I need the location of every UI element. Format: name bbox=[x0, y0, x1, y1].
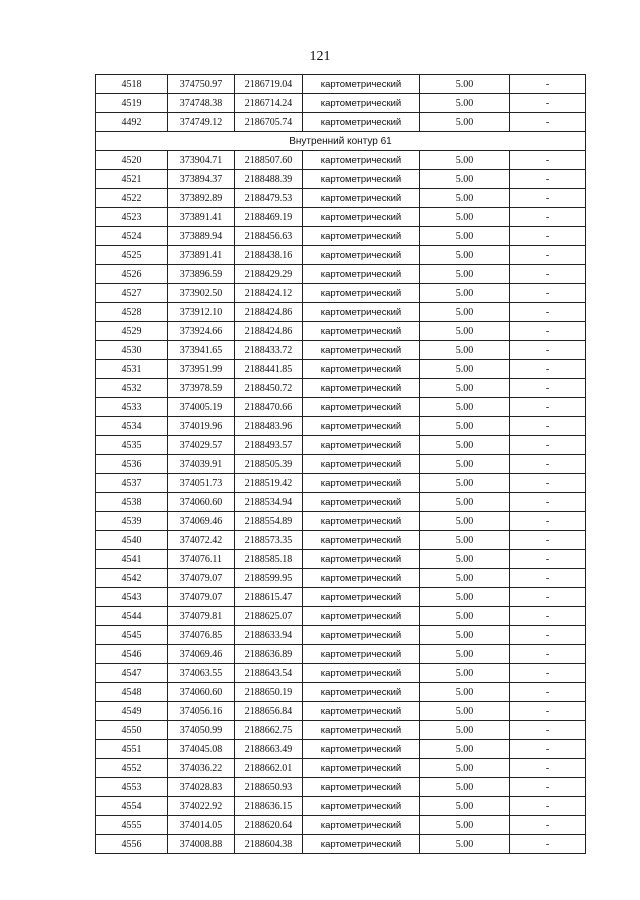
y-coordinate-cell: 2188625.07 bbox=[235, 607, 303, 626]
table-row bbox=[96, 94, 586, 113]
note-cell: - bbox=[510, 664, 586, 683]
table-row bbox=[96, 208, 586, 227]
x-coordinate-cell: 374750.97 bbox=[168, 75, 235, 94]
point-number-cell: 4527 bbox=[96, 284, 168, 303]
y-coordinate-cell: 2188620.64 bbox=[235, 816, 303, 835]
x-coordinate-cell: 374056.16 bbox=[168, 702, 235, 721]
y-coordinate-cell: 2188488.39 bbox=[235, 170, 303, 189]
y-coordinate-cell: 2188469.19 bbox=[235, 208, 303, 227]
method-cell: картометрический bbox=[303, 113, 420, 132]
x-coordinate-cell: 374076.85 bbox=[168, 626, 235, 645]
note-cell: - bbox=[510, 455, 586, 474]
method-cell: картометрический bbox=[303, 607, 420, 626]
accuracy-cell: 5.00 bbox=[420, 569, 510, 588]
table-row bbox=[96, 227, 586, 246]
x-coordinate-cell: 373894.37 bbox=[168, 170, 235, 189]
table-row bbox=[96, 664, 586, 683]
table-row bbox=[96, 588, 586, 607]
note-cell: - bbox=[510, 436, 586, 455]
point-number-cell: 4547 bbox=[96, 664, 168, 683]
x-coordinate-cell: 373902.50 bbox=[168, 284, 235, 303]
accuracy-cell: 5.00 bbox=[420, 797, 510, 816]
method-cell: картометрический bbox=[303, 379, 420, 398]
y-coordinate-cell: 2188633.94 bbox=[235, 626, 303, 645]
accuracy-cell: 5.00 bbox=[420, 531, 510, 550]
accuracy-cell: 5.00 bbox=[420, 170, 510, 189]
method-cell: картометрический bbox=[303, 588, 420, 607]
point-number-cell: 4542 bbox=[96, 569, 168, 588]
y-coordinate-cell: 2188505.39 bbox=[235, 455, 303, 474]
accuracy-cell: 5.00 bbox=[420, 778, 510, 797]
point-number-cell: 4529 bbox=[96, 322, 168, 341]
table-row bbox=[96, 607, 586, 626]
point-number-cell: 4524 bbox=[96, 227, 168, 246]
x-coordinate-cell: 374072.42 bbox=[168, 531, 235, 550]
note-cell: - bbox=[510, 246, 586, 265]
y-coordinate-cell: 2188573.35 bbox=[235, 531, 303, 550]
method-cell: картометрический bbox=[303, 721, 420, 740]
y-coordinate-cell: 2188599.95 bbox=[235, 569, 303, 588]
y-coordinate-cell: 2188636.15 bbox=[235, 797, 303, 816]
method-cell: картометрический bbox=[303, 227, 420, 246]
method-cell: картометрический bbox=[303, 94, 420, 113]
x-coordinate-cell: 374060.60 bbox=[168, 493, 235, 512]
y-coordinate-cell: 2188507.60 bbox=[235, 151, 303, 170]
method-cell: картометрический bbox=[303, 645, 420, 664]
point-number-cell: 4520 bbox=[96, 151, 168, 170]
rows-after-section bbox=[96, 151, 586, 854]
y-coordinate-cell: 2188650.19 bbox=[235, 683, 303, 702]
x-coordinate-cell: 374036.22 bbox=[168, 759, 235, 778]
accuracy-cell: 5.00 bbox=[420, 341, 510, 360]
point-number-cell: 4492 bbox=[96, 113, 168, 132]
method-cell: картометрический bbox=[303, 151, 420, 170]
accuracy-cell: 5.00 bbox=[420, 303, 510, 322]
y-coordinate-cell: 2188636.89 bbox=[235, 645, 303, 664]
accuracy-cell: 5.00 bbox=[420, 664, 510, 683]
method-cell: картометрический bbox=[303, 246, 420, 265]
note-cell: - bbox=[510, 189, 586, 208]
y-coordinate-cell: 2188493.57 bbox=[235, 436, 303, 455]
note-cell: - bbox=[510, 474, 586, 493]
point-number-cell: 4552 bbox=[96, 759, 168, 778]
y-coordinate-cell: 2188438.16 bbox=[235, 246, 303, 265]
x-coordinate-cell: 374749.12 bbox=[168, 113, 235, 132]
point-number-cell: 4546 bbox=[96, 645, 168, 664]
accuracy-cell: 5.00 bbox=[420, 474, 510, 493]
table-row bbox=[96, 303, 586, 322]
x-coordinate-cell: 374063.55 bbox=[168, 664, 235, 683]
point-number-cell: 4521 bbox=[96, 170, 168, 189]
point-number-cell: 4540 bbox=[96, 531, 168, 550]
coordinates-table bbox=[95, 74, 586, 854]
method-cell: картометрический bbox=[303, 569, 420, 588]
method-cell: картометрический bbox=[303, 683, 420, 702]
point-number-cell: 4541 bbox=[96, 550, 168, 569]
y-coordinate-cell: 2188662.01 bbox=[235, 759, 303, 778]
y-coordinate-cell: 2188479.53 bbox=[235, 189, 303, 208]
y-coordinate-cell: 2188483.96 bbox=[235, 417, 303, 436]
method-cell: картометрический bbox=[303, 284, 420, 303]
method-cell: картометрический bbox=[303, 398, 420, 417]
point-number-cell: 4539 bbox=[96, 512, 168, 531]
x-coordinate-cell: 373889.94 bbox=[168, 227, 235, 246]
note-cell: - bbox=[510, 816, 586, 835]
method-cell: картометрический bbox=[303, 626, 420, 645]
x-coordinate-cell: 374748.38 bbox=[168, 94, 235, 113]
x-coordinate-cell: 373891.41 bbox=[168, 246, 235, 265]
table-row bbox=[96, 778, 586, 797]
table-row bbox=[96, 436, 586, 455]
y-coordinate-cell: 2188534.94 bbox=[235, 493, 303, 512]
x-coordinate-cell: 373912.10 bbox=[168, 303, 235, 322]
accuracy-cell: 5.00 bbox=[420, 284, 510, 303]
x-coordinate-cell: 373904.71 bbox=[168, 151, 235, 170]
note-cell: - bbox=[510, 322, 586, 341]
page-number: 121 bbox=[309, 49, 331, 64]
accuracy-cell: 5.00 bbox=[420, 721, 510, 740]
accuracy-cell: 5.00 bbox=[420, 379, 510, 398]
accuracy-cell: 5.00 bbox=[420, 550, 510, 569]
table-row bbox=[96, 398, 586, 417]
x-coordinate-cell: 373941.65 bbox=[168, 341, 235, 360]
point-number-cell: 4531 bbox=[96, 360, 168, 379]
point-number-cell: 4533 bbox=[96, 398, 168, 417]
accuracy-cell: 5.00 bbox=[420, 113, 510, 132]
accuracy-cell: 5.00 bbox=[420, 94, 510, 113]
method-cell: картометрический bbox=[303, 455, 420, 474]
method-cell: картометрический bbox=[303, 797, 420, 816]
note-cell: - bbox=[510, 512, 586, 531]
table-row bbox=[96, 759, 586, 778]
y-coordinate-cell: 2188433.72 bbox=[235, 341, 303, 360]
point-number-cell: 4522 bbox=[96, 189, 168, 208]
method-cell: картометрический bbox=[303, 531, 420, 550]
x-coordinate-cell: 373892.89 bbox=[168, 189, 235, 208]
note-cell: - bbox=[510, 227, 586, 246]
accuracy-cell: 5.00 bbox=[420, 265, 510, 284]
method-cell: картометрический bbox=[303, 208, 420, 227]
table-row bbox=[96, 455, 586, 474]
x-coordinate-cell: 374005.19 bbox=[168, 398, 235, 417]
method-cell: картометрический bbox=[303, 512, 420, 531]
point-number-cell: 4556 bbox=[96, 835, 168, 854]
note-cell: - bbox=[510, 417, 586, 436]
point-number-cell: 4548 bbox=[96, 683, 168, 702]
table-row bbox=[96, 474, 586, 493]
note-cell: - bbox=[510, 759, 586, 778]
y-coordinate-cell: 2188554.89 bbox=[235, 512, 303, 531]
accuracy-cell: 5.00 bbox=[420, 417, 510, 436]
y-coordinate-cell: 2188663.49 bbox=[235, 740, 303, 759]
note-cell: - bbox=[510, 778, 586, 797]
x-coordinate-cell: 374051.73 bbox=[168, 474, 235, 493]
accuracy-cell: 5.00 bbox=[420, 607, 510, 626]
point-number-cell: 4532 bbox=[96, 379, 168, 398]
table-row bbox=[96, 113, 586, 132]
section-header bbox=[96, 132, 586, 151]
table-row bbox=[96, 550, 586, 569]
point-number-cell: 4543 bbox=[96, 588, 168, 607]
note-cell: - bbox=[510, 797, 586, 816]
accuracy-cell: 5.00 bbox=[420, 75, 510, 94]
table-row bbox=[96, 645, 586, 664]
table-row bbox=[96, 360, 586, 379]
y-coordinate-cell: 2188424.86 bbox=[235, 303, 303, 322]
note-cell: - bbox=[510, 740, 586, 759]
table-row bbox=[96, 797, 586, 816]
table-row bbox=[96, 170, 586, 189]
point-number-cell: 4523 bbox=[96, 208, 168, 227]
method-cell: картометрический bbox=[303, 778, 420, 797]
x-coordinate-cell: 374069.46 bbox=[168, 645, 235, 664]
point-number-cell: 4536 bbox=[96, 455, 168, 474]
method-cell: картометрический bbox=[303, 759, 420, 778]
accuracy-cell: 5.00 bbox=[420, 455, 510, 474]
point-number-cell: 4535 bbox=[96, 436, 168, 455]
accuracy-cell: 5.00 bbox=[420, 683, 510, 702]
y-coordinate-cell: 2186719.04 bbox=[235, 75, 303, 94]
note-cell: - bbox=[510, 607, 586, 626]
y-coordinate-cell: 2188470.66 bbox=[235, 398, 303, 417]
point-number-cell: 4555 bbox=[96, 816, 168, 835]
point-number-cell: 4525 bbox=[96, 246, 168, 265]
table-row bbox=[96, 816, 586, 835]
point-number-cell: 4518 bbox=[96, 75, 168, 94]
method-cell: картометрический bbox=[303, 436, 420, 455]
y-coordinate-cell: 2186714.24 bbox=[235, 94, 303, 113]
note-cell: - bbox=[510, 151, 586, 170]
accuracy-cell: 5.00 bbox=[420, 835, 510, 854]
note-cell: - bbox=[510, 721, 586, 740]
accuracy-cell: 5.00 bbox=[420, 740, 510, 759]
section-title: Внутренний контур 61 bbox=[96, 132, 586, 151]
table-row bbox=[96, 151, 586, 170]
table-row bbox=[96, 417, 586, 436]
x-coordinate-cell: 374079.81 bbox=[168, 607, 235, 626]
method-cell: картометрический bbox=[303, 75, 420, 94]
note-cell: - bbox=[510, 75, 586, 94]
y-coordinate-cell: 2188662.75 bbox=[235, 721, 303, 740]
accuracy-cell: 5.00 bbox=[420, 151, 510, 170]
table-row bbox=[96, 740, 586, 759]
accuracy-cell: 5.00 bbox=[420, 626, 510, 645]
table-row bbox=[96, 246, 586, 265]
y-coordinate-cell: 2188650.93 bbox=[235, 778, 303, 797]
accuracy-cell: 5.00 bbox=[420, 360, 510, 379]
x-coordinate-cell: 373924.66 bbox=[168, 322, 235, 341]
accuracy-cell: 5.00 bbox=[420, 189, 510, 208]
x-coordinate-cell: 374014.05 bbox=[168, 816, 235, 835]
accuracy-cell: 5.00 bbox=[420, 512, 510, 531]
method-cell: картометрический bbox=[303, 816, 420, 835]
note-cell: - bbox=[510, 208, 586, 227]
accuracy-cell: 5.00 bbox=[420, 816, 510, 835]
x-coordinate-cell: 373951.99 bbox=[168, 360, 235, 379]
method-cell: картометрический bbox=[303, 265, 420, 284]
method-cell: картометрический bbox=[303, 303, 420, 322]
note-cell: - bbox=[510, 550, 586, 569]
x-coordinate-cell: 374008.88 bbox=[168, 835, 235, 854]
y-coordinate-cell: 2188604.38 bbox=[235, 835, 303, 854]
accuracy-cell: 5.00 bbox=[420, 588, 510, 607]
note-cell: - bbox=[510, 360, 586, 379]
accuracy-cell: 5.00 bbox=[420, 398, 510, 417]
note-cell: - bbox=[510, 113, 586, 132]
method-cell: картометрический bbox=[303, 740, 420, 759]
table-row bbox=[96, 341, 586, 360]
note-cell: - bbox=[510, 493, 586, 512]
y-coordinate-cell: 2188615.47 bbox=[235, 588, 303, 607]
table-row bbox=[96, 189, 586, 208]
table-row bbox=[96, 683, 586, 702]
note-cell: - bbox=[510, 683, 586, 702]
section-row bbox=[96, 132, 586, 151]
note-cell: - bbox=[510, 341, 586, 360]
y-coordinate-cell: 2188643.54 bbox=[235, 664, 303, 683]
point-number-cell: 4537 bbox=[96, 474, 168, 493]
note-cell: - bbox=[510, 284, 586, 303]
table-row bbox=[96, 512, 586, 531]
y-coordinate-cell: 2188424.12 bbox=[235, 284, 303, 303]
point-number-cell: 4550 bbox=[96, 721, 168, 740]
x-coordinate-cell: 373896.59 bbox=[168, 265, 235, 284]
x-coordinate-cell: 373891.41 bbox=[168, 208, 235, 227]
table-row bbox=[96, 75, 586, 94]
accuracy-cell: 5.00 bbox=[420, 246, 510, 265]
point-number-cell: 4554 bbox=[96, 797, 168, 816]
table-row bbox=[96, 702, 586, 721]
point-number-cell: 4544 bbox=[96, 607, 168, 626]
x-coordinate-cell: 374022.92 bbox=[168, 797, 235, 816]
note-cell: - bbox=[510, 170, 586, 189]
method-cell: картометрический bbox=[303, 341, 420, 360]
method-cell: картометрический bbox=[303, 417, 420, 436]
point-number-cell: 4526 bbox=[96, 265, 168, 284]
table-row bbox=[96, 379, 586, 398]
note-cell: - bbox=[510, 626, 586, 645]
accuracy-cell: 5.00 bbox=[420, 436, 510, 455]
accuracy-cell: 5.00 bbox=[420, 759, 510, 778]
method-cell: картометрический bbox=[303, 550, 420, 569]
y-coordinate-cell: 2188656.84 bbox=[235, 702, 303, 721]
method-cell: картометрический bbox=[303, 664, 420, 683]
y-coordinate-cell: 2188519.42 bbox=[235, 474, 303, 493]
method-cell: картометрический bbox=[303, 493, 420, 512]
note-cell: - bbox=[510, 379, 586, 398]
x-coordinate-cell: 374079.07 bbox=[168, 569, 235, 588]
accuracy-cell: 5.00 bbox=[420, 702, 510, 721]
note-cell: - bbox=[510, 531, 586, 550]
note-cell: - bbox=[510, 702, 586, 721]
x-coordinate-cell: 374076.11 bbox=[168, 550, 235, 569]
x-coordinate-cell: 374060.60 bbox=[168, 683, 235, 702]
point-number-cell: 4538 bbox=[96, 493, 168, 512]
accuracy-cell: 5.00 bbox=[420, 493, 510, 512]
x-coordinate-cell: 374019.96 bbox=[168, 417, 235, 436]
method-cell: картометрический bbox=[303, 835, 420, 854]
table-row bbox=[96, 835, 586, 854]
note-cell: - bbox=[510, 94, 586, 113]
point-number-cell: 4551 bbox=[96, 740, 168, 759]
method-cell: картометрический bbox=[303, 189, 420, 208]
table-row bbox=[96, 569, 586, 588]
point-number-cell: 4528 bbox=[96, 303, 168, 322]
y-coordinate-cell: 2188424.86 bbox=[235, 322, 303, 341]
point-number-cell: 4534 bbox=[96, 417, 168, 436]
y-coordinate-cell: 2188429.29 bbox=[235, 265, 303, 284]
point-number-cell: 4519 bbox=[96, 94, 168, 113]
x-coordinate-cell: 373978.59 bbox=[168, 379, 235, 398]
accuracy-cell: 5.00 bbox=[420, 322, 510, 341]
point-number-cell: 4549 bbox=[96, 702, 168, 721]
method-cell: картометрический bbox=[303, 360, 420, 379]
table-row bbox=[96, 493, 586, 512]
y-coordinate-cell: 2188450.72 bbox=[235, 379, 303, 398]
table-row bbox=[96, 531, 586, 550]
table-row bbox=[96, 322, 586, 341]
x-coordinate-cell: 374069.46 bbox=[168, 512, 235, 531]
x-coordinate-cell: 374045.08 bbox=[168, 740, 235, 759]
table-row bbox=[96, 284, 586, 303]
y-coordinate-cell: 2186705.74 bbox=[235, 113, 303, 132]
note-cell: - bbox=[510, 265, 586, 284]
note-cell: - bbox=[510, 835, 586, 854]
x-coordinate-cell: 374079.07 bbox=[168, 588, 235, 607]
x-coordinate-cell: 374050.99 bbox=[168, 721, 235, 740]
x-coordinate-cell: 374039.91 bbox=[168, 455, 235, 474]
y-coordinate-cell: 2188441.85 bbox=[235, 360, 303, 379]
method-cell: картометрический bbox=[303, 474, 420, 493]
table-row bbox=[96, 721, 586, 740]
accuracy-cell: 5.00 bbox=[420, 208, 510, 227]
table-row bbox=[96, 626, 586, 645]
accuracy-cell: 5.00 bbox=[420, 645, 510, 664]
table-row bbox=[96, 265, 586, 284]
note-cell: - bbox=[510, 569, 586, 588]
accuracy-cell: 5.00 bbox=[420, 227, 510, 246]
method-cell: картометрический bbox=[303, 702, 420, 721]
note-cell: - bbox=[510, 303, 586, 322]
note-cell: - bbox=[510, 398, 586, 417]
method-cell: картометрический bbox=[303, 170, 420, 189]
point-number-cell: 4530 bbox=[96, 341, 168, 360]
x-coordinate-cell: 374029.57 bbox=[168, 436, 235, 455]
method-cell: картометрический bbox=[303, 322, 420, 341]
point-number-cell: 4553 bbox=[96, 778, 168, 797]
y-coordinate-cell: 2188456.63 bbox=[235, 227, 303, 246]
note-cell: - bbox=[510, 588, 586, 607]
note-cell: - bbox=[510, 645, 586, 664]
y-coordinate-cell: 2188585.18 bbox=[235, 550, 303, 569]
point-number-cell: 4545 bbox=[96, 626, 168, 645]
rows-before-section bbox=[96, 75, 586, 132]
x-coordinate-cell: 374028.83 bbox=[168, 778, 235, 797]
